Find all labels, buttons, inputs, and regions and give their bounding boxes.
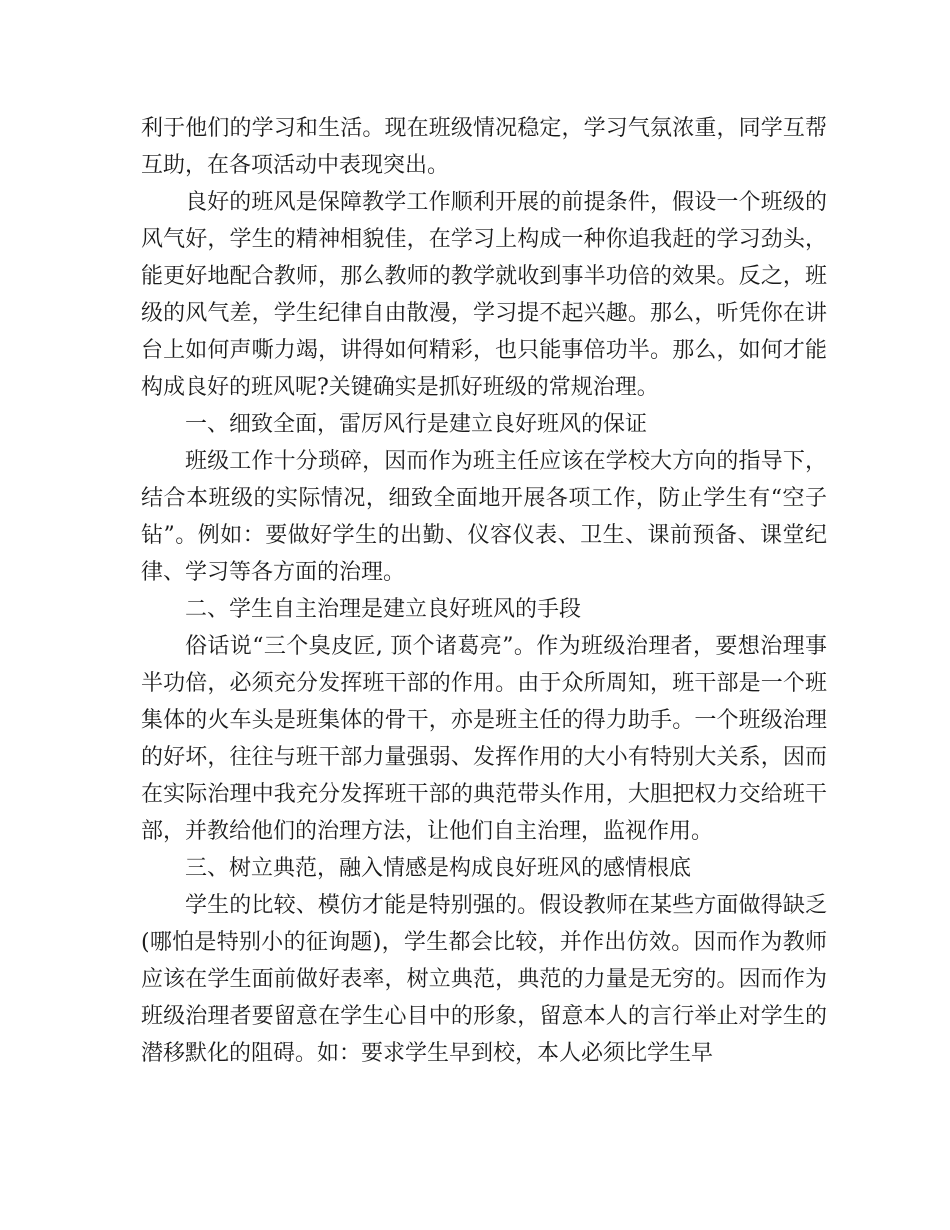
section-heading-3: 三、树立典范，融入情感是构成良好班风的感情根底 — [185, 856, 692, 881]
document-body — [141, 110, 827, 1072]
section-heading-2: 二、学生自主治理是建立良好班风的手段 — [185, 597, 582, 622]
paragraph-section-1: 班级工作十分琐碎，因而作为班主任应该在学校大方向的指导下，结合本班级的实际情况，细致全面地开展各项工作，防止学生有“空子钻”。例如：要做好学生的出勤、仪容仪表、卫生、课前预备、课堂纪律、学习等各方面的治理。 — [141, 449, 827, 585]
paragraph-section-2: 俗话说“三个臭皮匠, 顶个诸葛亮”。作为班级治理者，要想治理事半功倍，必须充分发挥班干部的作用。由于众所周知，班干部是一个班集体的火车头是班集体的骨干，亦是班主任的得力助手。一个班级治理的好坏，往往与班干部力量强弱、发挥作用的大小有特别大关系，因而在实际治理中我充分发挥班干部的典范带头作用，大胆把权力交给班干部，并教给他们的治理方法，让他们自主治理，监视作用。 — [141, 634, 827, 844]
paragraph-section-3: 学生的比较、模仿才能是特别强的。假设教师在某些方面做得缺乏(哪怕是特别小的征询题)，学生都会比较，并作出仿效。因而作为教师应该在学生面前做好表率，树立典范，典范的力量是无穷的。因而作为班级治理者要留意在学生心目中的形象，留意本人的言行举止对学生的潜移默化的阻碍。如：要求学生早到校，本人必须比学生早 — [141, 893, 827, 1066]
paragraph-class-atmosphere: 良好的班风是保障教学工作顺利开展的前提条件，假设一个班级的风气好，学生的精神相貌佳，在学习上构成一种你追我赶的学习劲头，能更好地配合教师，那么教师的教学就收到事半功倍的效果。反之，班级的风气差，学生纪律自由散漫，学习提不起兴趣。那么，听凭你在讲台上如何声嘶力竭，讲得如何精彩，也只能事倍功半。那么，如何才能构成良好的班风呢?关键确实是抓好班级的常规治理。 — [141, 190, 827, 400]
paragraph-continuation: 利于他们的学习和生活。现在班级情况稳定，学习气氛浓重，同学互帮互助，在各项活动中表现突出。 — [141, 116, 827, 178]
section-heading-1: 一、细致全面，雷厉风行是建立良好班风的保证 — [185, 412, 648, 437]
